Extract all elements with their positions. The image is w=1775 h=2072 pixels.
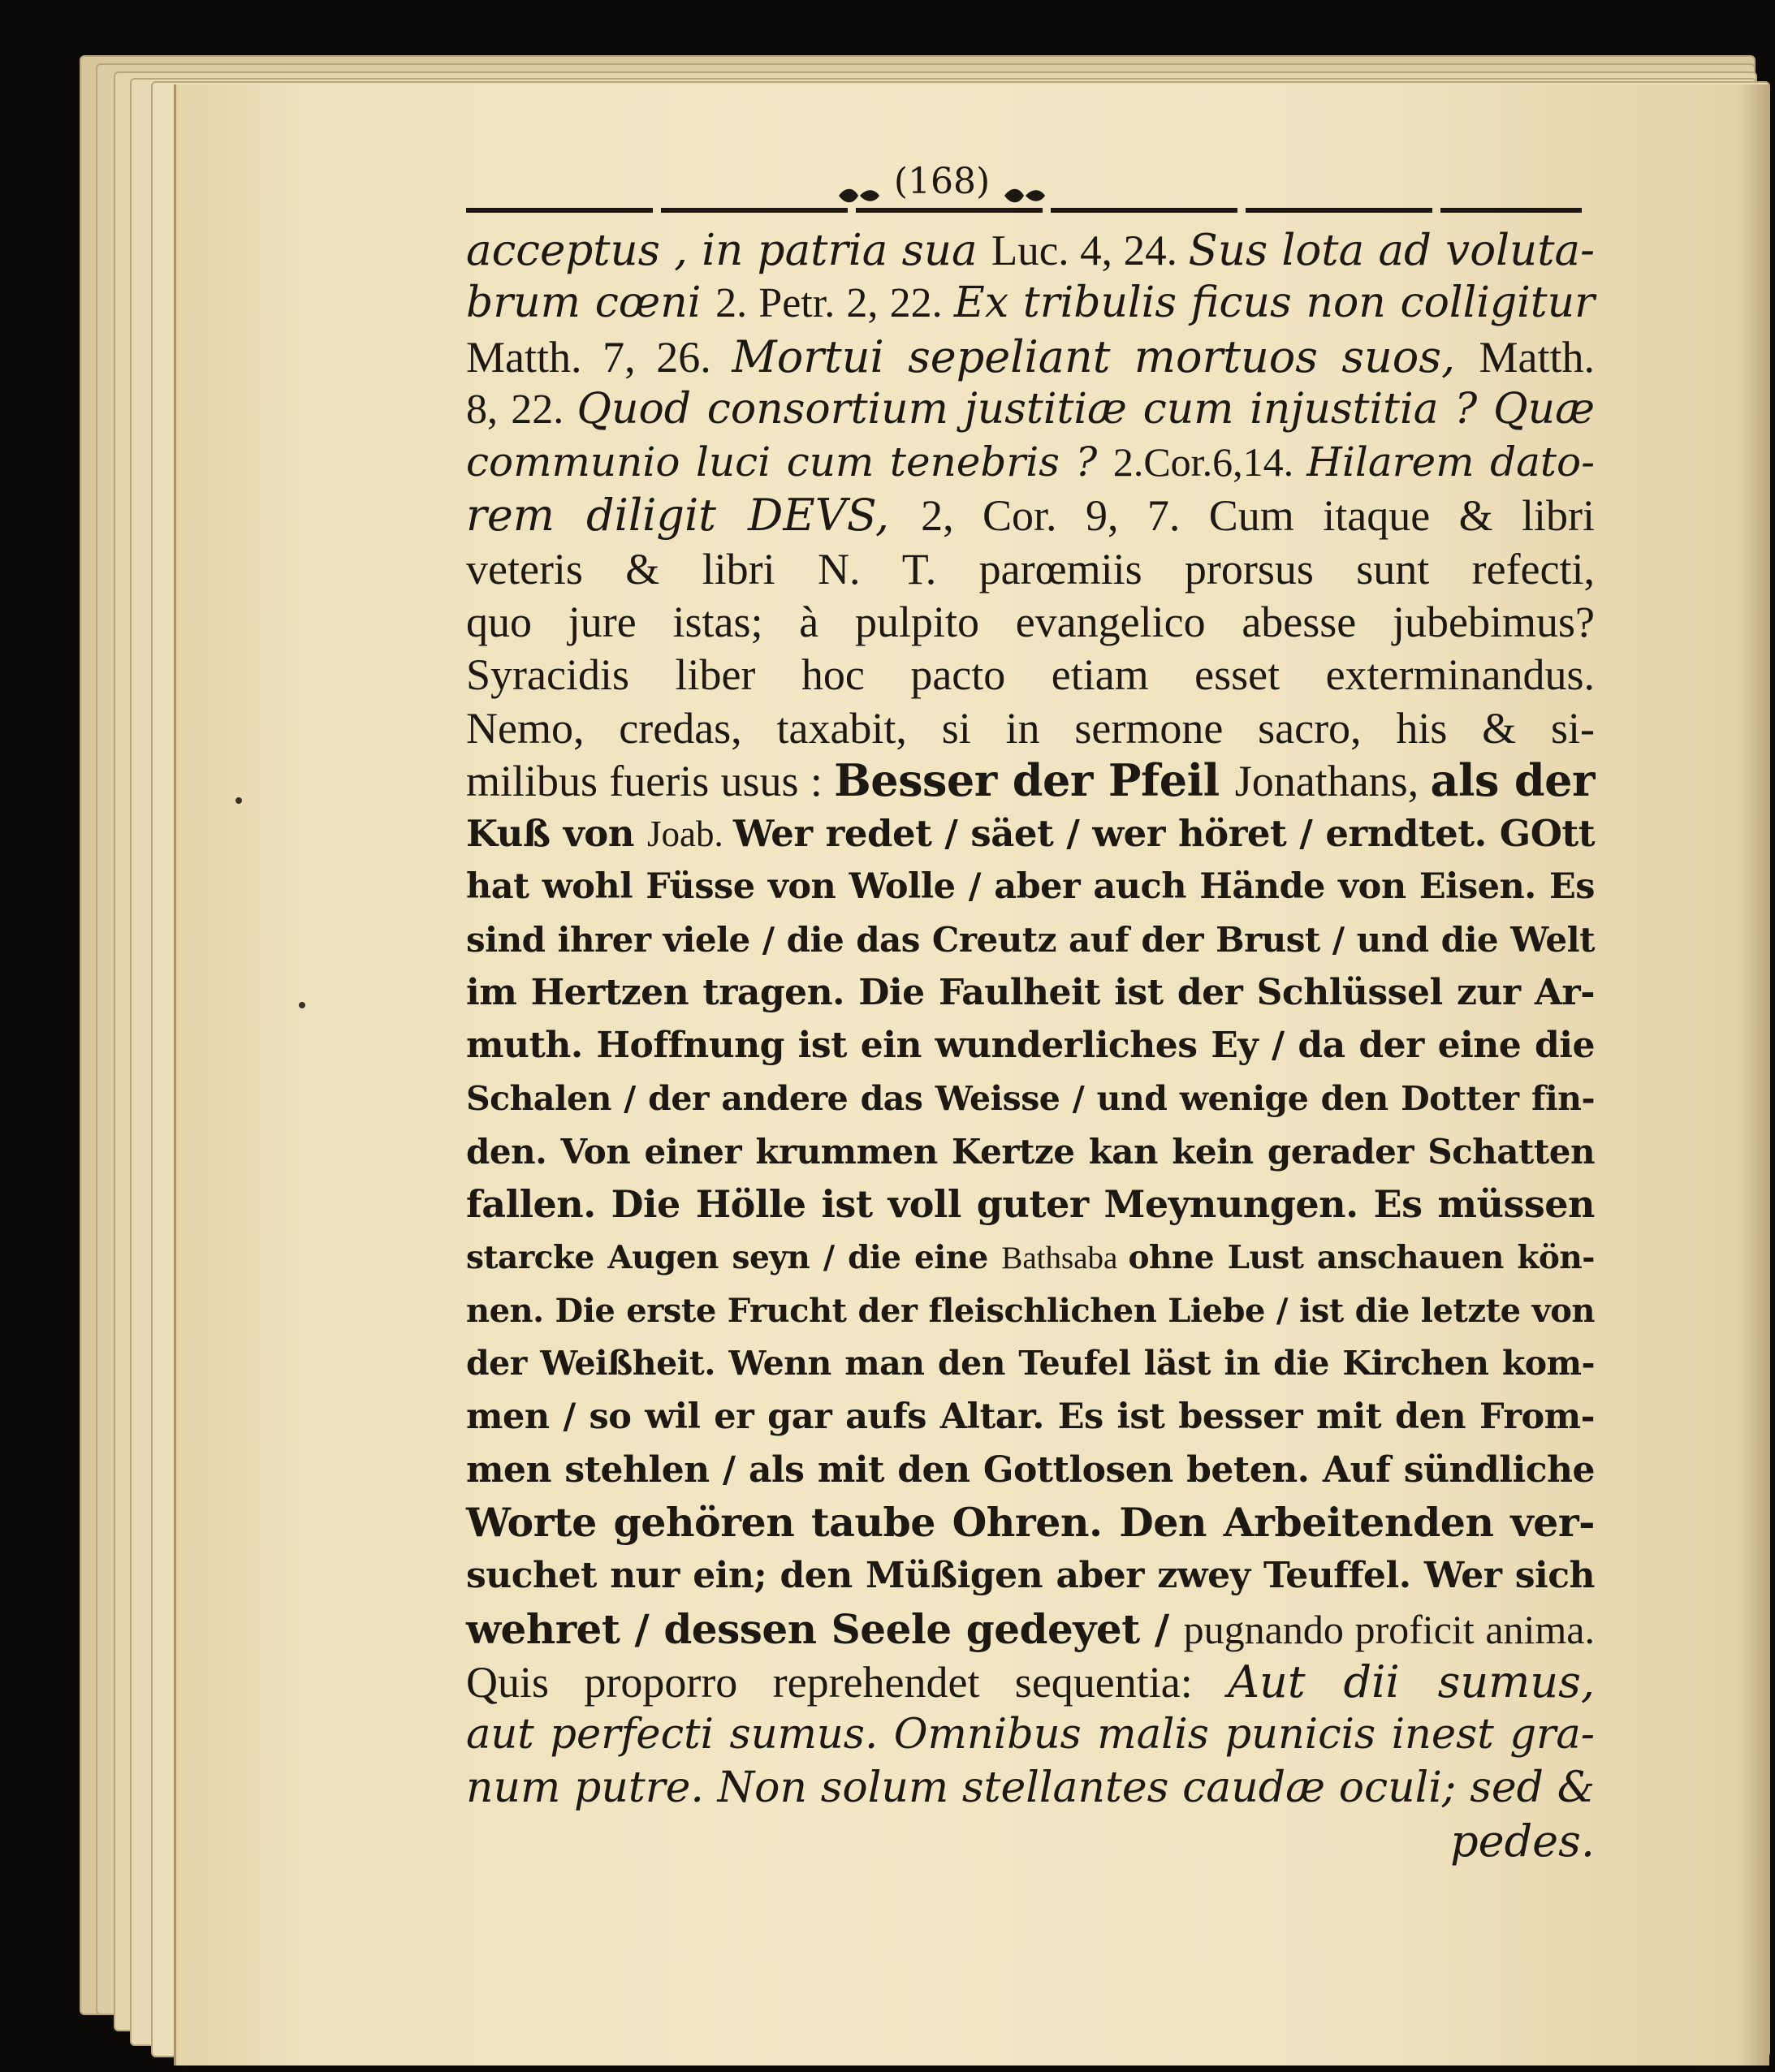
text-run: Besser der Pfeil	[834, 753, 1235, 806]
text-run: num putre. Non solum stellantes caudæ oculi; sed &	[466, 1763, 1595, 1812]
text-run: Syracidis liber hoc pacto etiam esset exterminandus.	[466, 650, 1595, 700]
text-line	[466, 1762, 1595, 1815]
text-line	[466, 595, 1595, 648]
text-run: fallen. Die Hölle ist voll guter Meynungen. Es müssen	[466, 1182, 1595, 1227]
text-run: 2. Petr. 2, 22.	[715, 280, 954, 327]
page-number: (168)	[893, 161, 991, 202]
text-run: Worte gehören taube Ohren. Den Arbeitenden ver-	[466, 1499, 1595, 1547]
text-run: aut perfecti sumus. Omnibus malis punicis inest gra-	[466, 1711, 1595, 1759]
text-line	[466, 1019, 1595, 1072]
text-run: veteris & libri N. T. parœmiis prorsus sunt refecti,	[466, 544, 1595, 594]
text-run: der Weißheit. Wenn man den Teufel läst in die Kirchen kom-	[466, 1344, 1595, 1383]
text-run: rem diligit DEVS,	[466, 490, 922, 542]
text-run: den. Von einer krummen Kertze kan kein gerader Schatten	[466, 1132, 1595, 1172]
text-line	[466, 224, 1595, 277]
body-text	[466, 224, 1595, 1867]
text-run: Matth. 7, 26.	[466, 332, 732, 382]
text-run: Joab.	[647, 814, 733, 855]
text-run: milibus fueris usus :	[466, 756, 835, 805]
text-line	[466, 701, 1595, 754]
text-run: men stehlen / als mit den Gottlosen beten. Auf sündliche	[466, 1448, 1595, 1491]
text-run: Jonathans,	[1234, 756, 1431, 805]
fleuron-right-icon	[1001, 174, 1048, 195]
text-line	[466, 1125, 1595, 1178]
text-run: starcke Augen seyn / die eine	[466, 1238, 1002, 1276]
text-run: Wer redet / säet / wer höret / erndtet. GOtt	[732, 812, 1595, 856]
text-run: Schalen / der andere das Weisse / und wenige den Dotter fin-	[466, 1078, 1595, 1118]
text-line	[466, 754, 1595, 807]
text-line	[466, 1815, 1595, 1867]
text-run: men / so wil er gar aufs Altar. Es ist besser mit den From-	[466, 1396, 1595, 1437]
text-run: Nemo, credas, taxabit, si in sermone sacro, his & si-	[466, 703, 1595, 753]
text-run: nen. Die erste Frucht der fleischlichen Liebe / ist die letzte von	[466, 1291, 1595, 1330]
text-run: quo jure istas; à pulpito evangelico abesse jubebimus?	[466, 598, 1595, 647]
text-line	[466, 1549, 1595, 1602]
text-run: sind ihrer viele / die das Creutz auf der Brust / und die Welt	[466, 919, 1595, 960]
text-run: Quis proporro reprehendet sequentia:	[466, 1658, 1229, 1707]
text-run: muth. Hoffnung ist ein wunderliches Ey / da der eine die	[466, 1025, 1595, 1067]
text-run: acceptus , in patria sua	[466, 226, 991, 275]
text-run: brum cœni	[466, 278, 716, 328]
text-run: Sus lota ad voluta-	[1188, 226, 1595, 275]
text-run: Hilarem dato-	[1306, 438, 1595, 486]
text-run: Mortui sepeliant mortuos suos,	[732, 330, 1479, 382]
fleuron-left-icon	[836, 174, 883, 195]
text-run: Matth.	[1479, 332, 1595, 382]
header-rule	[466, 208, 1582, 213]
text-run: Bathsaba	[1001, 1240, 1129, 1276]
text-run: Kuß von	[466, 812, 648, 856]
page-gutter-shadow	[1737, 84, 1769, 2066]
text-line	[466, 1444, 1595, 1496]
text-line	[466, 1178, 1595, 1231]
text-run: 8, 22.	[466, 386, 577, 433]
text-run: wehret / dessen Seele gedeyet /	[466, 1604, 1184, 1653]
text-run: Aut dii sumus,	[1228, 1656, 1595, 1708]
text-line	[466, 383, 1595, 436]
text-line	[466, 648, 1595, 701]
text-line	[466, 966, 1595, 1019]
text-run: communio luci cum tenebris ?	[466, 438, 1113, 486]
text-line	[466, 807, 1595, 860]
text-run: suchet nur ein; den Müßigen aber zwey Teuffel. Wer sich	[466, 1555, 1595, 1597]
text-run: 2.Cor.6,14.	[1112, 439, 1307, 486]
text-line	[466, 330, 1595, 383]
text-run: Quod consortium justitiæ cum injustitia ? Quæ	[577, 384, 1595, 434]
text-line	[466, 1337, 1595, 1390]
text-run: als der	[1430, 753, 1595, 806]
text-run: pugnando proficit anima.	[1183, 1606, 1596, 1652]
text-line	[466, 436, 1595, 489]
text-run: 2, Cor. 9, 7. Cum itaque & libri	[921, 491, 1595, 541]
text-line	[466, 1391, 1595, 1444]
text-run: hat wohl Füsse von Wolle / aber auch Hände von Eisen. Es	[466, 865, 1595, 907]
text-line	[466, 1073, 1595, 1125]
text-line	[466, 489, 1595, 542]
text-line	[466, 1655, 1595, 1708]
text-line	[466, 1603, 1595, 1655]
text-line	[466, 1284, 1595, 1337]
text-run: pedes.	[1450, 1815, 1595, 1867]
text-run: ohne Lust anschauen kön-	[1128, 1238, 1595, 1276]
text-line	[466, 1496, 1595, 1549]
text-line	[466, 1708, 1595, 1761]
text-line	[466, 861, 1595, 913]
text-line	[466, 277, 1595, 330]
margin-speck	[235, 797, 242, 804]
text-line	[466, 1232, 1595, 1284]
text-run: Ex tribulis ficus non colligitur	[953, 278, 1595, 328]
text-run: Luc. 4, 24.	[991, 227, 1189, 274]
text-run: im Hertzen tragen. Die Faulheit ist der Schlüssel zur Ar-	[466, 972, 1595, 1014]
margin-speck	[299, 1002, 305, 1008]
text-line	[466, 913, 1595, 966]
text-line	[466, 542, 1595, 595]
